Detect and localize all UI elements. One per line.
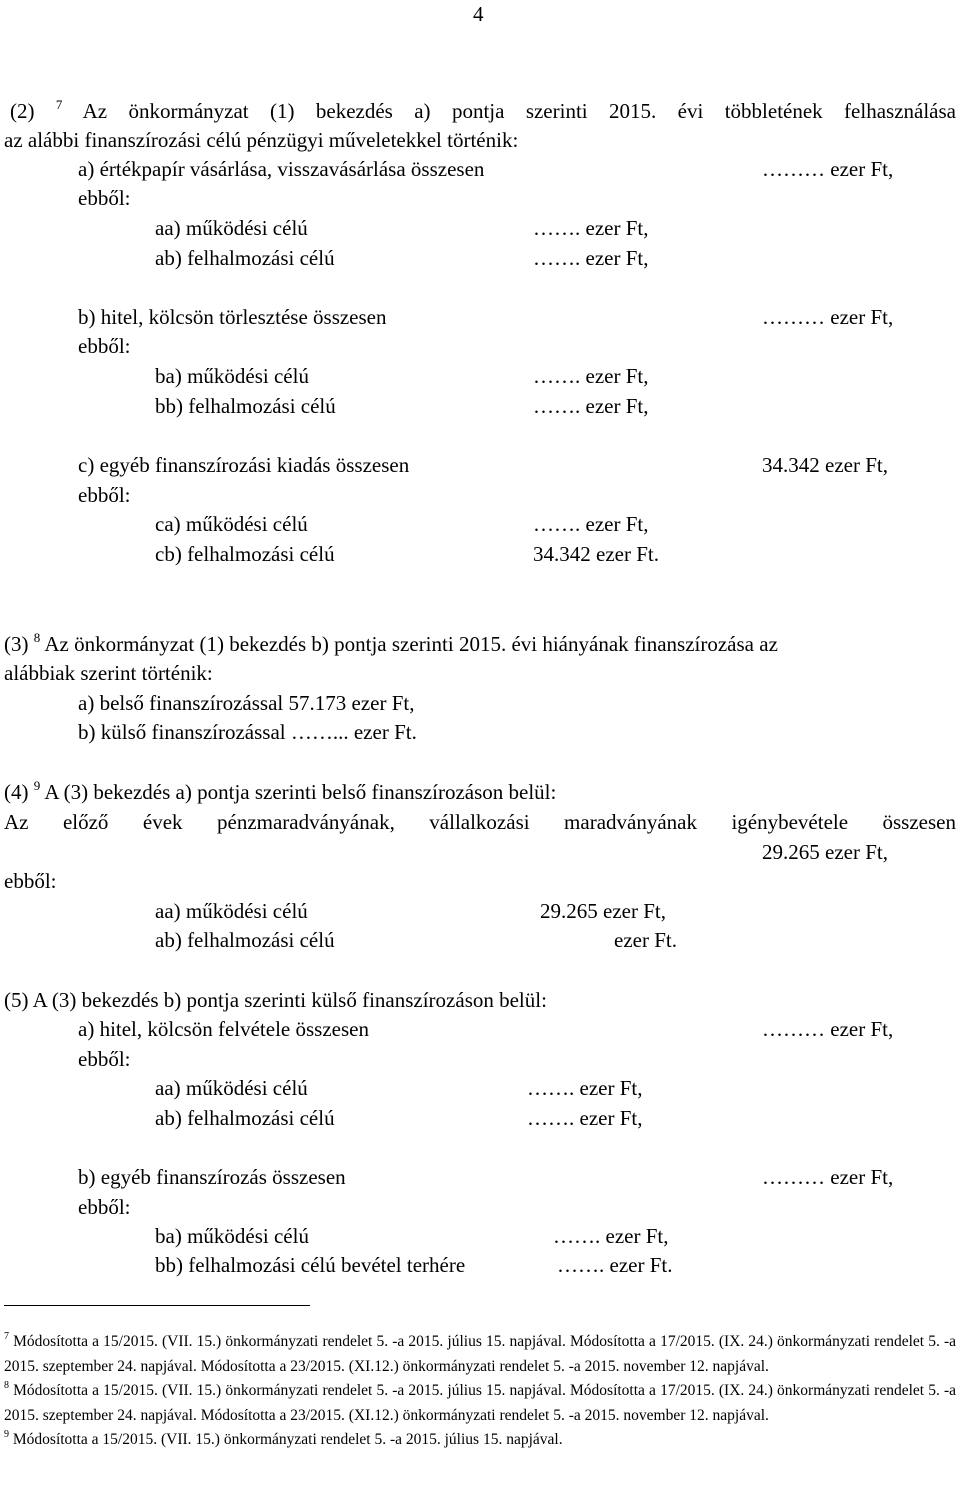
p2-ab-label: ab) felhalmozási célú: [155, 246, 335, 270]
footnote-7: [4, 1330, 956, 1379]
p5-ba-label: ba) működési célú: [155, 1224, 309, 1248]
p2-bb-value: ……. ezer Ft,: [533, 394, 649, 418]
p2-line1-text: Az önkormányzat (1) bekezdés a) pontja szerinti 2015. évi többletének felhasználása: [82, 99, 956, 123]
p4-line2-text: Az előző évek pénzmaradványának, vállalkozási maradványának igénybevétele összesen: [4, 810, 956, 834]
p2-cb-label: cb) felhalmozási célú: [155, 542, 335, 566]
p2-aa-value: ……. ezer Ft,: [533, 216, 649, 240]
p2-ba-value: ……. ezer Ft,: [533, 364, 649, 388]
p2-c-ebbol: ebből:: [78, 483, 131, 507]
page-number: 4: [473, 2, 484, 26]
p2-prefix: (2): [10, 99, 35, 123]
p4-prefix: (4): [4, 780, 29, 804]
p5-line1: (5) A (3) bekezdés b) pontja szerinti külső finanszírozáson belül:: [4, 988, 547, 1012]
p2-a-label: a) értékpapír vásárlása, visszavásárlása összesen: [78, 157, 485, 181]
p4-ab-label: ab) felhalmozási célú: [155, 928, 335, 952]
p5-aa-label: aa) működési célú: [155, 1076, 308, 1100]
p2-line2: az alábbi finanszírozási célú pénzügyi műveletekkel történik:: [4, 128, 519, 152]
p5-b-label: b) egyéb finanszírozás összesen: [78, 1165, 346, 1189]
p2-aa-label: aa) működési célú: [155, 216, 308, 240]
footnote-ref-9: 9: [33, 778, 41, 793]
p2-b-ebbol: ebből:: [78, 334, 131, 358]
p2-c-value: 34.342 ezer Ft,: [762, 453, 888, 477]
footnote-ref-8: 8: [33, 630, 41, 645]
footnote-7-number: 7: [4, 1331, 9, 1342]
footnotes: [4, 1330, 956, 1453]
footnote-9-number: 9: [4, 1429, 9, 1440]
p4-aa-value: 29.265 ezer Ft,: [540, 899, 666, 923]
p5-bb-value: ……. ezer Ft.: [557, 1253, 673, 1277]
p2-b-value: ……… ezer Ft,: [762, 305, 894, 329]
p5-bb-label: bb) felhalmozási célú bevétel terhére: [155, 1253, 466, 1277]
p3-line2: alábbiak szerint történik:: [4, 661, 213, 685]
p5-a-ebbol: ebből:: [78, 1047, 131, 1071]
p2-ba-label: ba) működési célú: [155, 364, 309, 388]
p5-ab-label: ab) felhalmozási célú: [155, 1106, 335, 1130]
p3-line1-text: Az önkormányzat (1) bekezdés b) pontja szerinti 2015. évi hiányának finanszírozása az: [44, 632, 778, 656]
p5-b-ebbol: ebből:: [78, 1195, 131, 1219]
footnote-8-text: Módosította a 15/2015. (VII. 15.) önkormányzati rendelet 5. -a 2015. július 15. napjával. Módosította a 17/2015. (IX. 24.) önkormányzati rendelet 5. -a 2015. szeptember 24. napjával. Módosította a 23/2015. (XI.12.) önkormányzati rendelet 5. -a 2015. november 12. napjával.: [4, 1382, 956, 1424]
p2-bb-label: bb) felhalmozási célú: [155, 394, 336, 418]
p4-aa-label: aa) működési célú: [155, 899, 308, 923]
footnote-9: [4, 1428, 956, 1453]
p2-a-value: ……… ezer Ft,: [762, 157, 894, 181]
p2-ca-label: ca) működési célú: [155, 512, 308, 536]
p3-prefix: (3): [4, 632, 29, 656]
p2-line1: [10, 97, 956, 126]
footnote-7-text: Módosította a 15/2015. (VII. 15.) önkormányzati rendelet 5. -a 2015. július 15. napjával. Módosította a 17/2015. (IX. 24.) önkormányzati rendelet 5. -a 2015. szeptember 24. napjával. Módosította a 23/2015. (XI.12.) önkormányzati rendelet 5. -a 2015. november 12. napjával.: [4, 1333, 956, 1375]
footnote-8: [4, 1379, 956, 1428]
p2-b-label: b) hitel, kölcsön törlesztése összesen: [78, 305, 387, 329]
footnote-9-text: Módosította a 15/2015. (VII. 15.) önkormányzati rendelet 5. -a 2015. július 15. napjával.: [9, 1431, 563, 1448]
p3-line1: [4, 630, 778, 659]
p5-aa-value: ……. ezer Ft,: [527, 1076, 643, 1100]
p2-ca-value: ……. ezer Ft,: [533, 512, 649, 536]
p4-line2: [4, 808, 956, 837]
p3-b: b) külső finanszírozással ……... ezer Ft.: [78, 720, 417, 744]
footnote-8-number: 8: [4, 1380, 9, 1391]
footnote-separator: [4, 1305, 310, 1306]
p4-ab-value: ezer Ft.: [614, 928, 677, 952]
p5-b-value: ……… ezer Ft,: [762, 1165, 894, 1189]
p2-c-label: c) egyéb finanszírozási kiadás összesen: [78, 453, 410, 477]
p5-a-label: a) hitel, kölcsön felvétele összesen: [78, 1017, 369, 1041]
p2-ab-value: ……. ezer Ft,: [533, 246, 649, 270]
footnote-ref-7: 7: [55, 97, 63, 112]
p4-line1-text: A (3) bekezdés a) pontja szerinti belső finanszírozáson belül:: [44, 780, 557, 804]
p5-a-value: ……… ezer Ft,: [762, 1017, 894, 1041]
p4-total: 29.265 ezer Ft,: [762, 840, 888, 864]
p5-ab-value: ……. ezer Ft,: [527, 1106, 643, 1130]
p3-a: a) belső finanszírozással 57.173 ezer Ft,: [78, 691, 415, 715]
p2-cb-value: 34.342 ezer Ft.: [533, 542, 659, 566]
p5-ba-value: ……. ezer Ft,: [553, 1224, 669, 1248]
p2-a-ebbol: ebből:: [78, 186, 131, 210]
p4-line1: [4, 778, 556, 807]
p4-ebbol: ebből:: [4, 869, 57, 893]
